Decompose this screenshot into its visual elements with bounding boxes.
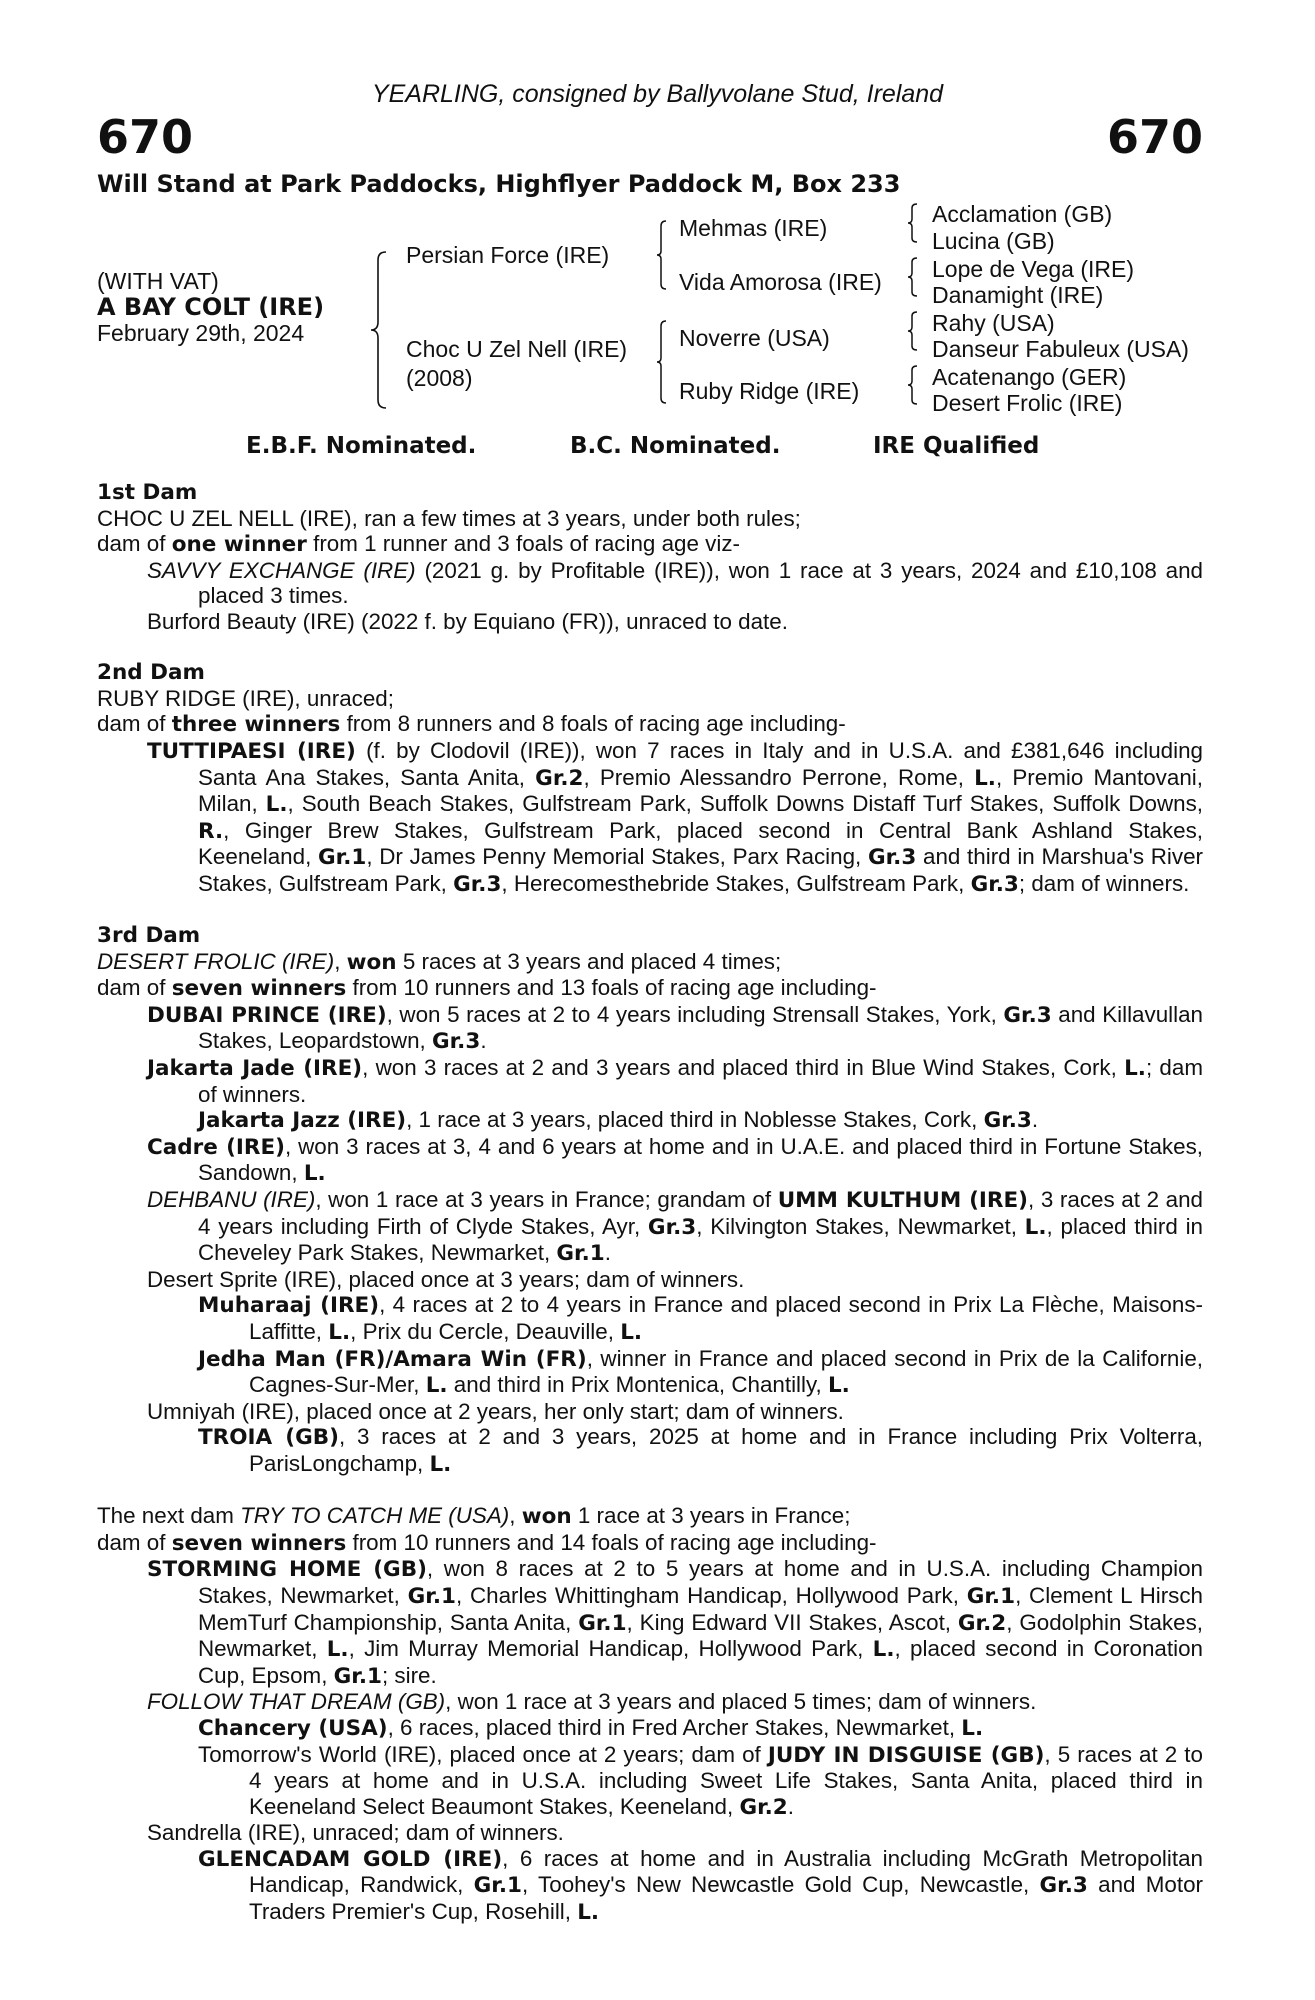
colt-foaling-date: February 29th, 2024	[97, 320, 305, 346]
progeny-entry: TUTTIPAESI (IRE) (f. by Clodovil (IRE)), won 7 races in Italy and in U.S.A. and £381,646 including Santa Ana Stakes, Santa Anita, Gr.2, Premio Alessandro Perrone, Rome, L., Premio Mantovani, Milan, L., South Beach Stakes, Gulfstream Park, Suffolk Downs Distaff Turf Stakes, Suffolk Downs, R., Ginger Brew Stakes, Gulfstream Park, placed second in Central Bank Ashland Stakes, Keeneland, Gr.1, Dr James Penny Memorial Stakes, Parx Racing, Gr.3 and third in Marshua's River Stakes, Gulfstream Park, Gr.3, Herecomesthebride Stakes, Gulfstream Park, Gr.3; dam of winners.	[147, 737, 1204, 897]
pedigree-g6: Danseur Fabuleux (USA)	[932, 336, 1189, 362]
progeny-entry: SAVVY EXCHANGE (IRE) (2021 g. by Profitable (IRE)), won 1 race at 3 years, 2024 and £10,108 and placed 3 times.	[147, 557, 1203, 609]
stand-location: Will Stand at Park Paddocks, Highflyer Paddock M, Box 233	[97, 170, 901, 198]
pedigree-brace-main	[368, 250, 390, 410]
first-dam-heading: 1st Dam	[97, 480, 198, 505]
bc-nomination: B.C. Nominated.	[570, 433, 781, 459]
pedigree-notes	[97, 480, 1203, 1951]
progeny-entry: FOLLOW THAT DREAM (GB), won 1 race at 3 years and placed 5 times; dam of winners.	[147, 1689, 1037, 1715]
grand-progeny-entry: GLENCADAM GOLD (IRE), 6 races at home and in Australia including McGrath Metropolitan Handicap, Randwick, Gr.1, Toohey's New Newcastle Gold Cup, Newcastle, Gr.3 and Motor Traders Premier's Cup, Rosehill, L.	[198, 1845, 1203, 1926]
pedigree-g8: Desert Frolic (IRE)	[932, 390, 1123, 416]
consignor-line: YEARLING, consigned by Ballyvolane Stud, Ireland	[371, 80, 944, 108]
third-dam-section	[97, 923, 1203, 1477]
first-dam-produce-line: dam of one winner from 1 runner and 3 foals of racing age viz-	[97, 531, 740, 558]
pedigree-g4: Danamight (IRE)	[932, 282, 1104, 308]
progeny-entry: Desert Sprite (IRE), placed once at 3 years; dam of winners.	[147, 1266, 745, 1292]
pedigree-dam: Choc U Zel Nell (IRE)	[406, 336, 628, 362]
progeny-entry: Sandrella (IRE), unraced; dam of winners.	[147, 1820, 564, 1846]
pedigree-sire-dam: Vida Amorosa (IRE)	[679, 269, 882, 295]
grand-progeny-entry: Jedha Man (FR)/Amara Win (FR), winner in France and placed second in Prix de la Californie, Cagnes-Sur-Mer, L. and third in Prix Montenica, Chantilly, L.	[198, 1345, 1203, 1399]
pedigree-g7: Acatenango (GER)	[932, 364, 1127, 390]
colt-name: A BAY COLT (IRE)	[97, 293, 325, 321]
pedigree-g2: Lucina (GB)	[932, 228, 1055, 254]
progeny-entry: Cadre (IRE), won 3 races at 3, 4 and 6 years at home and in U.A.E. and placed third in Fortune Stakes, Sandown, L.	[147, 1133, 1203, 1187]
pedigree-brace-dam	[655, 320, 669, 404]
third-dam-heading: 3rd Dam	[97, 923, 201, 949]
first-dam-line: CHOC U ZEL NELL (IRE), ran a few times at 3 years, under both rules;	[97, 505, 801, 531]
next-dam-section	[97, 1503, 1203, 1926]
progeny-entry: STORMING HOME (GB), won 8 races at 2 to 5 years at home and in U.S.A. including Champion Stakes, Newmarket, Gr.1, Charles Whittingham Handicap, Hollywood Park, Gr.1, Clement L Hirsch MemTurf Championship, Santa Anita, Gr.1, King Edward VII Stakes, Ascot, Gr.2, Godolphin Stakes, Newmarket, L., Jim Murray Memorial Handicap, Hollywood Park, L., placed second in Coronation Cup, Epsom, Gr.1; sire.	[147, 1556, 1204, 1689]
second-dam-heading: 2nd Dam	[97, 660, 205, 686]
pedigree-brace-g3	[906, 311, 920, 351]
pedigree-brace-g1	[906, 203, 920, 243]
pedigree-dam-dam: Ruby Ridge (IRE)	[679, 378, 860, 404]
progeny-entry: Jakarta Jade (IRE), won 3 races at 2 and 3 years and placed third in Blue Wind Stakes, Cork, L.; dam of winners.	[147, 1055, 1203, 1107]
second-dam-line: RUBY RIDGE (IRE), unraced;	[97, 685, 394, 711]
third-dam-line: DESERT FROLIC (IRE), won 5 races at 3 years and placed 4 times;	[97, 948, 782, 975]
next-dam-produce-line: dam of seven winners from 10 runners and 14 foals of racing age including-	[97, 1529, 877, 1556]
pedigree-g3: Lope de Vega (IRE)	[932, 256, 1135, 282]
second-dam-produce-line: dam of three winners from 8 runners and 8 foals of racing age including-	[97, 711, 846, 738]
grand-progeny-entry: TROIA (GB), 3 races at 2 and 3 years, 2025 at home and in France including Prix Volterra, ParisLongchamp, L.	[198, 1424, 1203, 1477]
progeny-entry: Burford Beauty (IRE) (2022 f. by Equiano (FR)), unraced to date.	[147, 608, 788, 634]
next-dam-line: The next dam TRY TO CATCH ME (USA), won 1 race at 3 years in France;	[97, 1503, 851, 1530]
grand-progeny-entry: Muharaaj (IRE), 4 races at 2 to 4 years in France and placed second in Prix La Flèche, Maisons-Laffitte, L., Prix du Cercle, Deauville, L.	[198, 1292, 1203, 1345]
grand-progeny-entry: Tomorrow's World (IRE), placed once at 2 years; dam of JUDY IN DISGUISE (GB), 5 races at 2 to 4 years at home and in U.S.A. including Sweet Life Stakes, Santa Anita, placed third in Keeneland Select Beaumont Stakes, Keeneland, Gr.2.	[198, 1741, 1203, 1820]
pedigree-dam-sire: Noverre (USA)	[679, 325, 830, 351]
pedigree-sire-sire: Mehmas (IRE)	[679, 215, 828, 241]
pedigree-g5: Rahy (USA)	[932, 310, 1055, 336]
pedigree-brace-g4	[906, 365, 920, 405]
ire-qualified: IRE Qualified	[873, 433, 1040, 459]
lot-number-left: 670	[97, 110, 194, 164]
third-dam-produce-line: dam of seven winners from 10 runners and 13 foals of racing age including-	[97, 975, 877, 1002]
vat-label: (WITH VAT)	[97, 268, 219, 294]
grand-progeny-entry: Chancery (USA), 6 races, placed third in Fred Archer Stakes, Newmarket, L.	[198, 1714, 984, 1741]
pedigree-dam-year: (2008)	[406, 365, 473, 391]
second-dam-section	[97, 660, 1203, 897]
pedigree-g1: Acclamation (GB)	[932, 201, 1113, 227]
pedigree-brace-sire	[655, 220, 669, 290]
progeny-entry: DEHBANU (IRE), won 1 race at 3 years in France; grandam of UMM KULTHUM (IRE), 3 races at 2 and 4 years including Firth of Clyde Stakes, Ayr, Gr.3, Kilvington Stakes, Newmarket, L., placed third in Cheveley Park Stakes, Newmarket, Gr.1.	[147, 1187, 1203, 1267]
grand-progeny-entry: Jakarta Jazz (IRE), 1 race at 3 years, placed third in Noblesse Stakes, Cork, Gr.3.	[198, 1107, 1039, 1134]
pedigree-brace-g2	[906, 257, 920, 297]
ebf-nomination: E.B.F. Nominated.	[246, 433, 477, 459]
lot-number-right: 670	[1106, 110, 1203, 164]
progeny-entry: DUBAI PRINCE (IRE), won 5 races at 2 to 4 years including Strensall Stakes, York, Gr.3 and Killavullan Stakes, Leopardstown, Gr.3.	[147, 1001, 1204, 1055]
pedigree-sire: Persian Force (IRE)	[406, 242, 610, 268]
first-dam-section	[97, 480, 1203, 635]
progeny-entry: Umniyah (IRE), placed once at 2 years, her only start; dam of winners.	[147, 1398, 844, 1424]
